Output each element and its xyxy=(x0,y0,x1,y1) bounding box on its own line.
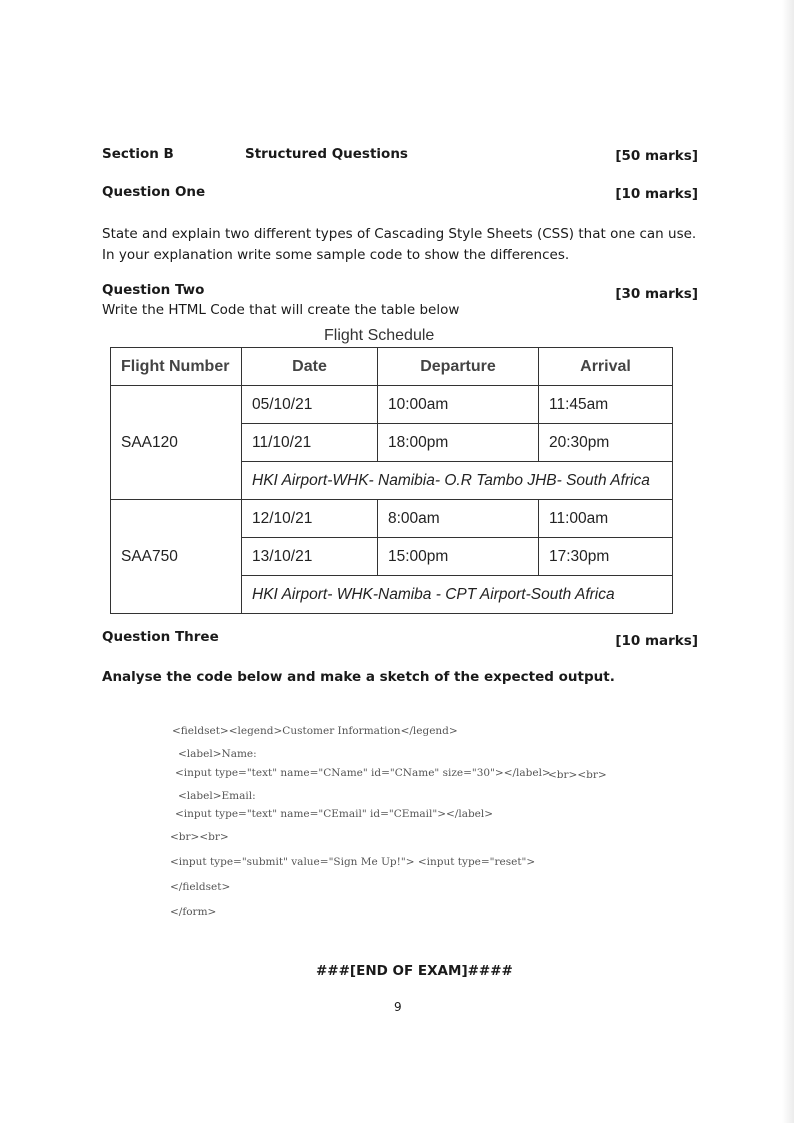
page-number: 9 xyxy=(394,1000,402,1014)
q1-marks: [10 marks] xyxy=(615,186,698,202)
code-line: </form> xyxy=(170,906,217,918)
arrival-cell: 20:30pm xyxy=(539,424,673,462)
departure-cell: 18:00pm xyxy=(378,424,539,462)
section-marks: [50 marks] xyxy=(615,148,698,164)
date-cell: 13/10/21 xyxy=(242,538,378,576)
section-title: Structured Questions xyxy=(245,146,408,162)
date-cell: 05/10/21 xyxy=(242,386,378,424)
code-line: <fieldset><legend>Customer Information</legend> xyxy=(172,725,458,737)
table-header-row xyxy=(111,348,673,386)
section-label: Section B xyxy=(102,146,174,162)
code-line: <label>Name: xyxy=(178,748,257,760)
code-line: <input type="text" name="CEmail" id="CEmail"></label> xyxy=(175,808,494,820)
header-arrival: Arrival xyxy=(539,348,673,386)
code-line: <input type="submit" value="Sign Me Up!"> <input type="reset"> xyxy=(170,856,536,868)
code-line: <input type="text" name="CName" id="CName" size="30"></label> xyxy=(175,767,551,779)
q3-instruction: Analyse the code below and make a sketch of the expected output. xyxy=(102,669,615,685)
page-edge-shadow xyxy=(782,0,794,1123)
route-note-cell: HKI Airport-WHK- Namibia- O.R Tambo JHB- South Africa xyxy=(242,462,673,500)
date-cell: 12/10/21 xyxy=(242,500,378,538)
q1-title: Question One xyxy=(102,184,206,200)
flight-cell: SAA120 xyxy=(111,386,242,500)
arrival-cell: 11:45am xyxy=(539,386,673,424)
departure-cell: 10:00am xyxy=(378,386,539,424)
flight-schedule-table xyxy=(110,347,673,614)
header-flight-number: Flight Number xyxy=(111,348,242,386)
departure-cell: 8:00am xyxy=(378,500,539,538)
end-of-exam: ###[END OF EXAM]#### xyxy=(316,963,513,979)
q3-marks: [10 marks] xyxy=(615,633,698,649)
code-line: </fieldset> xyxy=(170,881,231,893)
code-line: <br><br> xyxy=(170,831,229,843)
route-note-cell: HKI Airport- WHK-Namiba - CPT Airport-South Africa xyxy=(242,576,673,614)
code-line: <br><br> xyxy=(548,769,607,781)
date-cell: 11/10/21 xyxy=(242,424,378,462)
table-row xyxy=(111,500,673,538)
arrival-cell: 11:00am xyxy=(539,500,673,538)
departure-cell: 15:00pm xyxy=(378,538,539,576)
flight-cell: SAA750 xyxy=(111,500,242,614)
table-row xyxy=(111,386,673,424)
table-caption: Flight Schedule xyxy=(324,327,435,344)
q2-title: Question Two xyxy=(102,282,205,298)
arrival-cell: 17:30pm xyxy=(539,538,673,576)
q1-text: State and explain two different types of Cascading Style Sheets (CSS) that one can use. In your explanation write some sample code to show the differences. xyxy=(102,226,697,263)
header-date: Date xyxy=(242,348,378,386)
q2-marks: [30 marks] xyxy=(615,286,698,302)
code-line: <label>Email: xyxy=(178,790,256,802)
q3-title: Question Three xyxy=(102,629,219,645)
header-departure: Departure xyxy=(378,348,539,386)
q2-text: Write the HTML Code that will create the table below xyxy=(102,302,460,318)
